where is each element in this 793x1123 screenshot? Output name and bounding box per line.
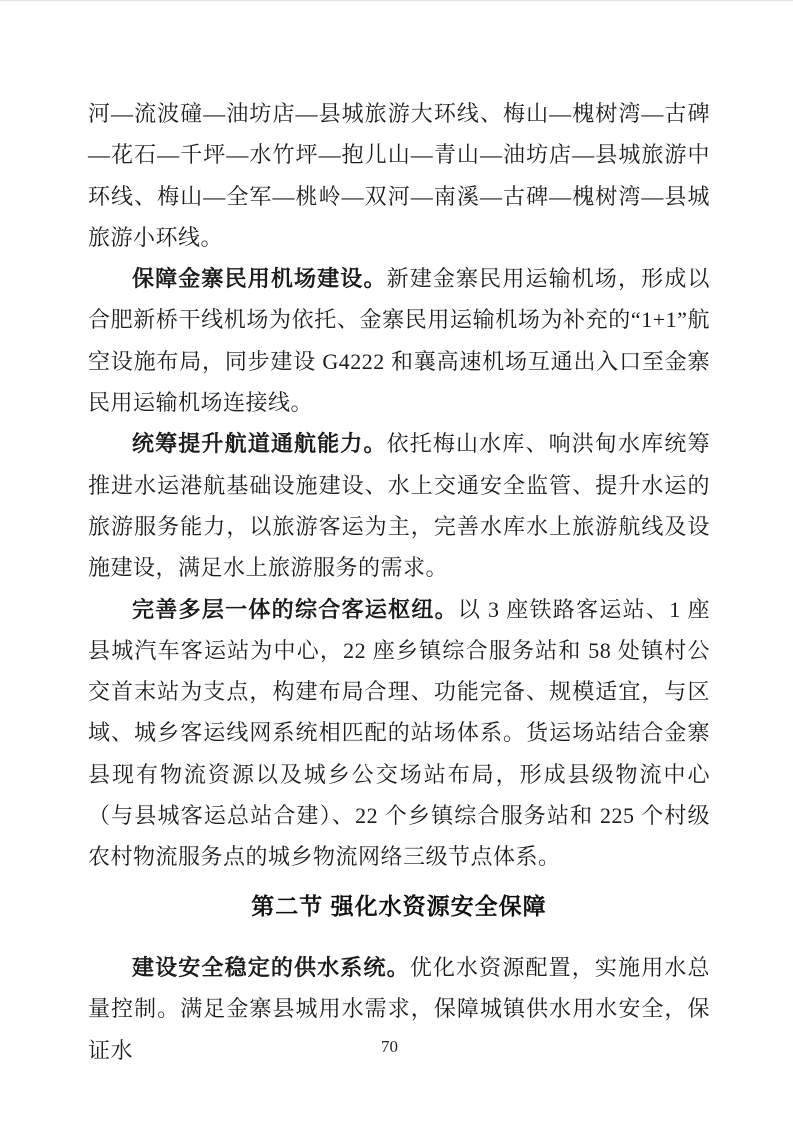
page-content — [88, 93, 710, 1071]
paragraph-lead: 统筹提升航道通航能力。 — [132, 431, 387, 457]
section-heading: 第二节 强化水资源安全保障 — [251, 892, 547, 919]
paragraph-text: 优化水资源配置，实施用水总量控制。满足金寨县城用水需求，保障城镇供水用水安全，保证水 — [88, 954, 710, 1063]
page-number: 70 — [381, 1037, 398, 1056]
paragraph-passenger-hub — [88, 589, 710, 878]
paragraph-waterway — [88, 423, 710, 588]
paragraph-lead: 建设安全稳定的供水系统。 — [132, 954, 410, 980]
paragraph-route-continuation — [88, 93, 710, 258]
paragraph-text: 以 3 座铁路客运站、1 座县城汽车客运站为中心，22 座乡镇综合服务站和 58 处镇村公交首末站为支点，构建布局合理、功能完备、规模适宜，与区域、城乡客运线网系统相匹配的站场体系。货运场站结合金寨县现有物流资源以及城乡公交场站布局，形成县级物流中心（与县城客运总站合建）、22 个乡镇综合服务站和 225 个村级农村物流服务点的城乡物流网络三级节点体系。 — [88, 596, 710, 870]
paragraph-text: 河—流波䃥—油坊店—县城旅游大环线、梅山—槐树湾—古碑—花石—千坪—水竹坪—抱儿山—青山—油坊店—县城旅游中环线、梅山—全军—桃岭—双河—南溪—古碑—槐树湾—县城旅游小环线。 — [88, 101, 710, 250]
paragraph-text: 依托梅山水库、响洪甸水库统筹推进水运港航基础设施建设、水上交通安全监管、提升水运的旅游服务能力，以旅游客运为主，完善水库水上旅游航线及设施建设，满足水上旅游服务的需求。 — [88, 431, 710, 581]
paragraph-text: 新建金寨民用运输机场，形成以合肥新桥干线机场为依托、金寨民用运输机场为补充的“1+1”航空设施布局，同步建设 G4222 和襄高速机场互通出入口至金寨民用运输机场连接线。 — [88, 266, 710, 416]
paragraph-lead: 完善多层一体的综合客运枢纽。 — [132, 596, 458, 622]
paragraph-lead: 保障金寨民用机场建设。 — [132, 266, 387, 292]
paragraph-airport — [88, 258, 710, 423]
